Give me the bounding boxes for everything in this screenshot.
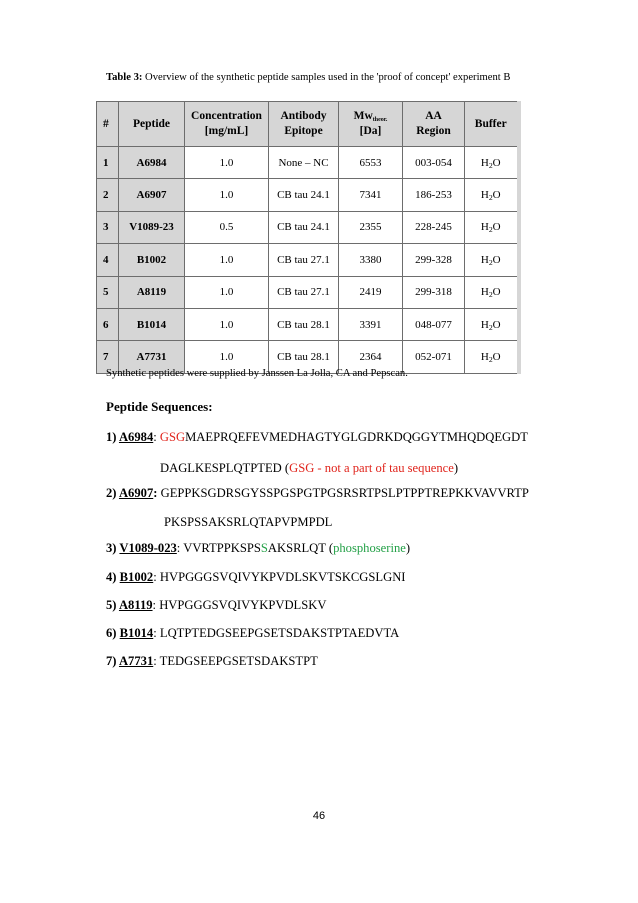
sequence-5 [106, 598, 326, 613]
row-mw: 2355 [339, 211, 403, 243]
table-row [97, 276, 519, 308]
row-buffer-sub: 2 [488, 225, 493, 235]
sequence-3-id: V1089-023 [119, 541, 177, 555]
header-concentration-line1: Concentration [191, 110, 262, 122]
row-buffer-end: O [492, 351, 501, 364]
sequence-1-note: GSG - not a part of tau sequence [289, 461, 454, 475]
row-buffer-end: O [492, 318, 501, 331]
row-buffer-end: O [492, 189, 501, 202]
row-buffer [465, 308, 519, 340]
row-buffer-end: O [492, 286, 501, 299]
table-caption-text: Overview of the synthetic peptide samples used in the 'proof of concept' experiment B [142, 72, 511, 83]
row-region: 003-054 [403, 147, 465, 179]
sequence-4-id: B1002 [119, 570, 154, 584]
row-buffer-main: H [480, 351, 489, 364]
row-buffer-main: H [480, 189, 489, 202]
row-region: 299-328 [403, 244, 465, 276]
row-region: 186-253 [403, 179, 465, 211]
table-caption-label: Table 3: [106, 72, 143, 83]
sequence-3-note: phosphoserine [333, 541, 406, 555]
row-buffer-main: H [480, 318, 489, 331]
header-mw-line2: [Da] [359, 125, 382, 137]
sequence-3-close: ) [405, 541, 411, 555]
sequence-5-num: 5) [106, 598, 119, 612]
row-number: 7 [97, 341, 119, 373]
header-antibody-line1: Antibody [280, 110, 327, 122]
row-number: 1 [97, 147, 119, 179]
header-concentration [185, 102, 269, 147]
sequence-3-phospho-s: S [260, 541, 268, 555]
table-footnote: Synthetic peptides were supplied by Janssen La Jolla, CA and Pepscan. [106, 368, 408, 379]
sequence-4-sep: : [153, 570, 160, 584]
row-antibody: CB tau 28.1 [269, 308, 339, 340]
row-buffer-sub: 2 [488, 322, 493, 332]
row-number: 5 [97, 276, 119, 308]
row-number: 4 [97, 244, 119, 276]
header-antibody [269, 102, 339, 147]
row-peptide: A8119 [119, 276, 185, 308]
table-row [97, 147, 519, 179]
row-concentration: 1.0 [185, 276, 269, 308]
header-peptide: Peptide [119, 102, 185, 147]
sequence-7-num: 7) [106, 654, 119, 668]
row-antibody: CB tau 27.1 [269, 244, 339, 276]
row-concentration: 1.0 [185, 179, 269, 211]
row-region: 052-071 [403, 341, 465, 373]
sequence-4 [106, 570, 406, 585]
row-buffer-end: O [492, 253, 501, 266]
row-antibody: CB tau 24.1 [269, 211, 339, 243]
row-mw: 7341 [339, 179, 403, 211]
sequence-3-seq-a: VVRTPPKSPS [183, 541, 261, 555]
row-buffer-sub: 2 [488, 355, 493, 365]
sequence-7 [106, 654, 318, 669]
sequence-5-sep: : [152, 598, 160, 612]
row-number: 3 [97, 211, 119, 243]
sequence-7-sep: : [153, 654, 160, 668]
row-peptide: A6984 [119, 147, 185, 179]
row-mw: 3380 [339, 244, 403, 276]
sequences-heading: Peptide Sequences: [106, 399, 213, 414]
row-buffer-sub: 2 [488, 290, 493, 300]
row-peptide: B1014 [119, 308, 185, 340]
row-buffer-sub: 2 [488, 193, 493, 203]
header-num: # [97, 102, 119, 147]
header-concentration-line2: [mg/mL] [204, 125, 249, 137]
sequence-3-num: 3) [106, 541, 120, 555]
row-antibody: CB tau 28.1 [269, 341, 339, 373]
row-number: 2 [97, 179, 119, 211]
row-concentration: 0.5 [185, 211, 269, 243]
row-mw: 3391 [339, 308, 403, 340]
header-aa-region [403, 102, 465, 147]
sequence-3 [106, 541, 410, 556]
sequence-6 [106, 626, 399, 641]
row-region: 048-077 [403, 308, 465, 340]
sequence-3-seq-b: AKSRLQT ( [267, 541, 334, 555]
sequence-3-sep: : [176, 541, 184, 555]
sequence-4-seq: HVPGGGSVQIVYKPVDLSKVTSKCGSLGNI [159, 570, 406, 584]
row-region: 228-245 [403, 211, 465, 243]
sequence-1-red-prefix: GSG [159, 430, 186, 444]
row-buffer [465, 211, 519, 243]
row-mw: 6553 [339, 147, 403, 179]
table-caption [106, 72, 536, 83]
row-concentration: 1.0 [185, 308, 269, 340]
sequence-2-sep: : [153, 486, 158, 500]
row-buffer [465, 341, 519, 373]
table-row [97, 244, 519, 276]
sequence-6-seq: LQTPTEDGSEEPGSETSDAKSTPTAEDVTA [159, 626, 400, 640]
table-header-row [97, 102, 519, 147]
header-antibody-line2: Epitope [284, 125, 323, 137]
header-mw-main: Mw [353, 110, 373, 122]
table-body [97, 147, 519, 374]
row-buffer-sub: 2 [488, 160, 493, 170]
row-peptide: A6907 [119, 179, 185, 211]
sequence-7-seq: TEDGSEEPGSETSDAKSTPT [159, 654, 318, 668]
sequence-2-id: A6907 [118, 486, 154, 500]
sequence-2-num: 2) [106, 486, 119, 500]
row-buffer-sub: 2 [488, 257, 493, 267]
sequence-1-id: A6984 [118, 430, 154, 444]
row-peptide: B1002 [119, 244, 185, 276]
sequence-6-id: B1014 [119, 626, 154, 640]
sequence-7-id: A7731 [118, 654, 154, 668]
sequence-4-num: 4) [106, 570, 120, 584]
sequence-1-num: 1) [106, 430, 119, 444]
sequence-5-id: A8119 [118, 598, 153, 612]
sequence-1-close: ) [453, 461, 459, 475]
sequence-1-cont: DAGLKESPLQTPTED ( [160, 461, 290, 475]
row-number: 6 [97, 308, 119, 340]
row-buffer [465, 244, 519, 276]
sequence-1-sep: : [153, 430, 160, 444]
row-buffer-main: H [480, 221, 489, 234]
row-buffer-main: H [480, 286, 489, 299]
table-row [97, 308, 519, 340]
row-buffer [465, 276, 519, 308]
peptide-table [96, 101, 521, 374]
sequence-2-seq: GEPPKSGDRSGYSSPGSPGTPGSRSRTPSLPTPPTREPKKVAVVRTP [157, 486, 529, 500]
row-mw: 2364 [339, 341, 403, 373]
row-peptide: A7731 [119, 341, 185, 373]
row-concentration: 1.0 [185, 147, 269, 179]
sequence-1-continuation [160, 461, 458, 476]
sequence-1-seq: MAEPRQEFEVMEDHAGTYGLGDRKDQGGYTMHQDQEGDT [185, 430, 528, 444]
header-aa-line1: AA [425, 110, 442, 122]
row-buffer [465, 147, 519, 179]
row-buffer-end: O [492, 221, 501, 234]
row-region: 299-318 [403, 276, 465, 308]
header-mw [339, 102, 403, 147]
sequence-1 [106, 430, 528, 445]
sequence-6-sep: : [153, 626, 160, 640]
header-buffer: Buffer [465, 102, 519, 147]
row-concentration: 1.0 [185, 244, 269, 276]
row-mw: 2419 [339, 276, 403, 308]
sequence-2-continuation: PKSPSSAKSRLQTAPVPMPDL [164, 515, 333, 529]
row-buffer [465, 179, 519, 211]
table-row [97, 179, 519, 211]
row-buffer-end: O [492, 156, 501, 169]
row-antibody: CB tau 27.1 [269, 276, 339, 308]
row-concentration: 1.0 [185, 341, 269, 373]
row-antibody: None – NC [269, 147, 339, 179]
header-aa-line2: Region [416, 125, 451, 137]
row-peptide: V1089-23 [119, 211, 185, 243]
sequence-5-seq: HVPGGGSVQIVYKPVDLSKV [159, 598, 327, 612]
sequence-6-num: 6) [106, 626, 120, 640]
row-buffer-main: H [480, 253, 489, 266]
header-mw-sub: theor. [372, 117, 388, 123]
row-buffer-main: H [480, 156, 489, 169]
sequence-2 [106, 486, 529, 501]
table-row [97, 211, 519, 243]
row-antibody: CB tau 24.1 [269, 179, 339, 211]
page-number: 46 [312, 810, 326, 822]
